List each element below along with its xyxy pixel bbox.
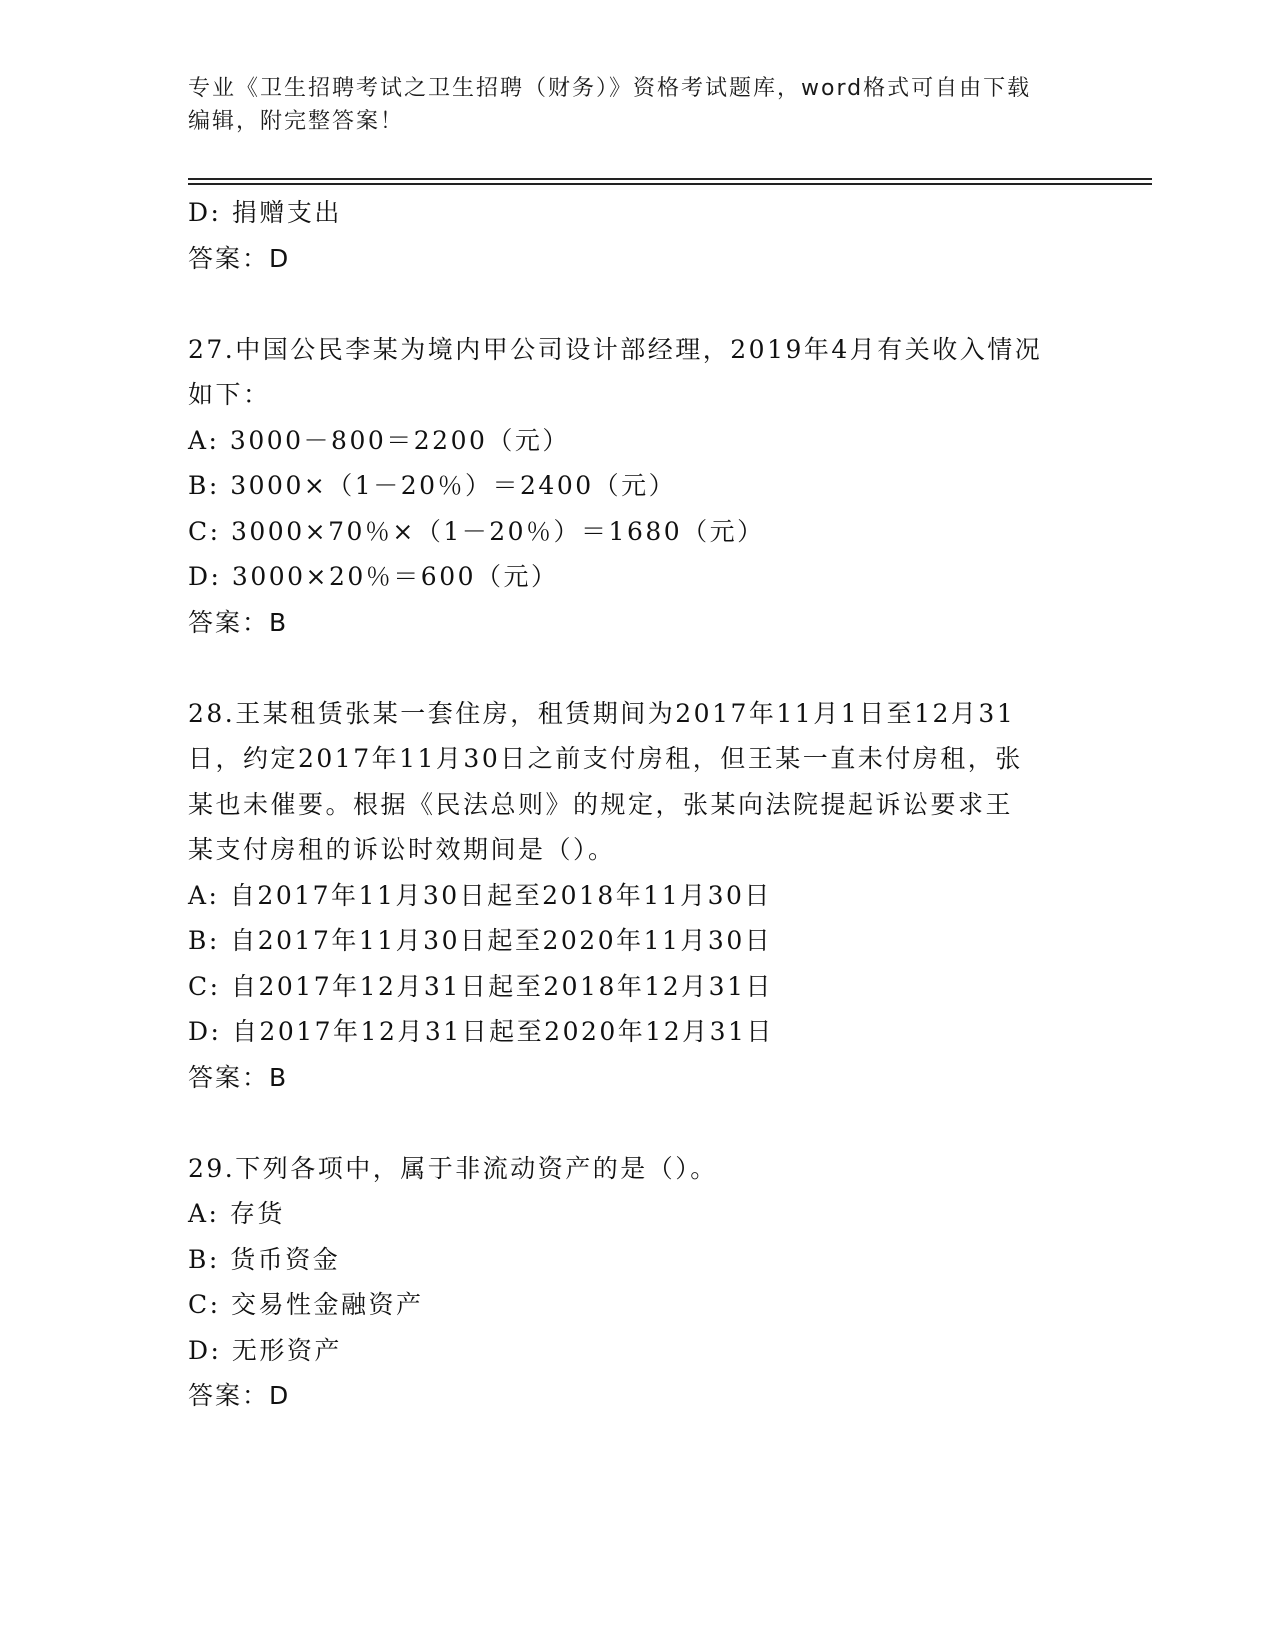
question-stem: 27.中国公民李某为境内甲公司设计部经理，2019年4月有关收入情况	[188, 334, 1043, 364]
option-d: D: 3000×20％＝600（元）	[188, 562, 559, 591]
question-stem: 某支付房租的诉讼时效期间是（）。	[188, 835, 616, 864]
option-a: A: 自2017年11月30日起至2018年11月30日	[188, 880, 772, 910]
question-stem: 29.下列各项中，属于非流动资产的是（）。	[188, 1153, 718, 1183]
answer: 答案：B	[188, 607, 289, 637]
header-divider-top	[188, 178, 1152, 180]
option-d: D: 无形资产	[188, 1335, 342, 1365]
spacer	[188, 281, 1108, 327]
option-b: B: 自2017年11月30日起至2020年11月30日	[188, 926, 773, 955]
option-d: D: 自2017年12月31日起至2020年12月31日	[188, 1017, 774, 1046]
question-29	[188, 1146, 1108, 1419]
answer: 答案：D	[188, 1381, 291, 1410]
document-header	[188, 72, 1088, 138]
header-line-2: 编辑，附完整答案！	[188, 109, 405, 134]
question-stem: 日，约定2017年11月30日之前支付房租，但王某一直未付房租，张	[188, 744, 1023, 773]
spacer	[188, 645, 1108, 691]
header-divider-bottom	[188, 183, 1152, 185]
option-a: A: 3000－800＝2200（元）	[188, 425, 570, 455]
question-list	[188, 190, 1108, 1419]
option-c: C: 自2017年12月31日起至2018年12月31日	[188, 971, 773, 1001]
option-b: B: 3000×（1－20％）＝2400（元）	[188, 471, 677, 500]
option-c: C: 3000×70％×（1－20％）＝1680（元）	[188, 516, 765, 546]
question-stem: 某也未催要。根据《民法总则》的规定，张某向法院提起诉讼要求王	[188, 789, 1014, 819]
question-stem: 28.王某租赁张某一套住房，租赁期间为2017年11月1日至12月31	[188, 698, 1016, 728]
option-a: A: 存货	[188, 1199, 285, 1228]
option-c: C: 交易性金融资产	[188, 1290, 424, 1319]
question-27	[188, 327, 1108, 646]
header-line-1: 专业《卫生招聘考试之卫生招聘（财务）》资格考试题库，word格式可自由下载	[188, 76, 1032, 101]
question-26-tail	[188, 190, 1108, 281]
option-d: D: 捐赠支出	[188, 198, 342, 227]
option-b: B: 货币资金	[188, 1244, 341, 1274]
spacer	[188, 1100, 1108, 1146]
answer: 答案：B	[188, 1062, 289, 1092]
question-stem: 如下：	[188, 380, 271, 409]
question-28	[188, 691, 1108, 1101]
answer: 答案：D	[188, 243, 291, 273]
